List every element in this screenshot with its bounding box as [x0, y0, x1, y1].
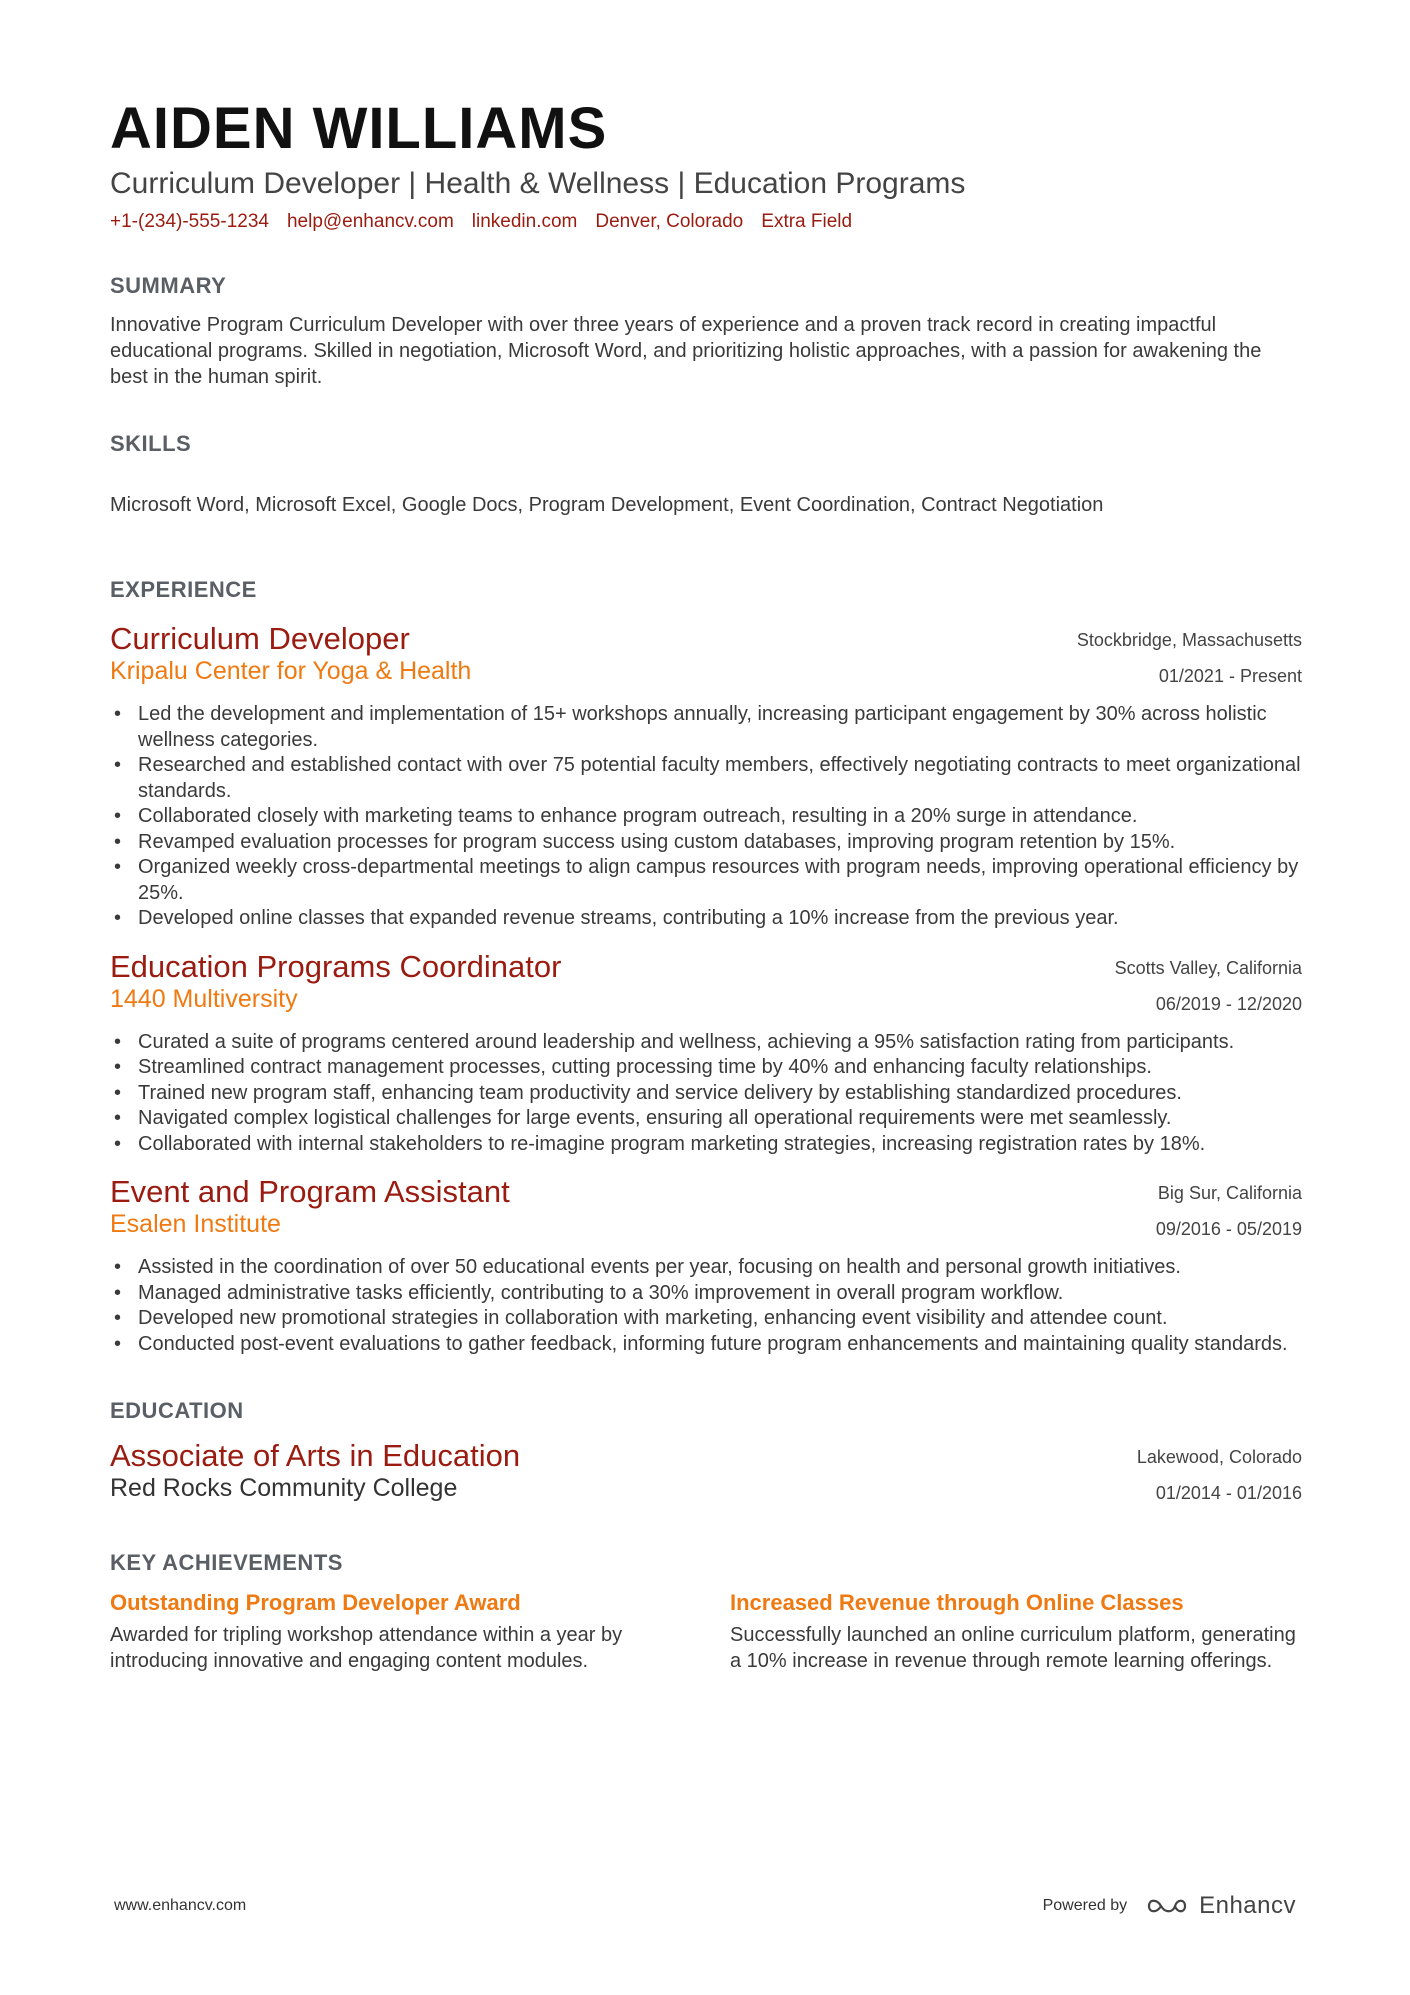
job-location: Scotts Valley, California [1114, 957, 1302, 978]
job-company: 1440 Multiversity [110, 984, 298, 1013]
job-company: Esalen Institute [110, 1210, 281, 1238]
enhancv-logo-icon [1145, 1894, 1189, 1918]
achievements-grid [110, 1589, 1302, 1674]
powered-by-label: Powered by [1042, 1897, 1128, 1914]
job-entry [110, 1175, 1302, 1357]
job-dates: 06/2019 - 12/2020 [1155, 993, 1302, 1014]
bullet-item: • Led the development and implementation of 15+ workshops annually, increasing participant engagement by 30% across holistic wellness categories. [110, 702, 1302, 753]
section-title-experience: EXPERIENCE [110, 577, 257, 602]
contact-linkedin[interactable]: linkedin.com [471, 211, 578, 232]
section-title-achievements: KEY ACHIEVEMENTS [110, 1550, 343, 1575]
footer-website[interactable]: www.enhancv.com [114, 1897, 247, 1914]
job-role-block [110, 622, 471, 686]
bullet-item: • Assisted in the coordination of over 50 educational events per year, focusing on health and personal growth initiatives. [110, 1255, 1302, 1281]
bullet-item: • Collaborated closely with marketing teams to enhance program outreach, resulting in a 20% surge in attendance. [110, 804, 1302, 830]
job-bullets [110, 1030, 1302, 1158]
job-role-block [110, 950, 561, 1014]
bullet-item: • Developed new promotional strategies in collaboration with marketing, enhancing event visibility and attendee count. [110, 1306, 1302, 1332]
job-bullets [110, 702, 1302, 932]
section-title-skills: SKILLS [110, 431, 192, 456]
education-header [110, 1439, 1302, 1511]
bullet-item: • Managed administrative tasks efficiently, contributing to a 30% improvement in overall program workflow. [110, 1281, 1302, 1307]
education-location: Lakewood, Colorado [1136, 1447, 1302, 1467]
education-meta [1137, 1439, 1302, 1511]
job-bullets [110, 1255, 1302, 1357]
education-degree: Associate of Arts in Education [110, 1438, 521, 1473]
job-title: Curriculum Developer [110, 621, 410, 656]
bullet-item: • Curated a suite of programs centered around leadership and wellness, achieving a 95% satisfaction rating from participants. [110, 1030, 1302, 1056]
achievement-desc: Awarded for tripling workshop attendance within a year by introducing innovative and engaging content modules. [110, 1624, 623, 1672]
education-section [110, 1397, 1302, 1511]
skills-text: Microsoft Word, Microsoft Excel, Google Docs, Program Development, Event Coordination, Contract Negotiation [110, 494, 1104, 516]
summary-text: Innovative Program Curriculum Developer with over three years of experience and a proven track record in creating impactful educational programs. Skilled in negotiation, Microsoft Word, and prioritizing holistic approaches, with a passion for awakening the best in the human spirit. [110, 314, 1262, 388]
section-title-summary: SUMMARY [110, 273, 227, 298]
job-header [110, 1175, 1302, 1247]
achievement-title: Increased Revenue through Online Classes [730, 1590, 1184, 1615]
contact-extra: Extra Field [761, 211, 853, 232]
job-meta [1077, 622, 1302, 694]
job-meta [1115, 950, 1302, 1022]
job-dates: 09/2016 - 05/2019 [1155, 1219, 1302, 1239]
job-meta [1156, 1175, 1302, 1247]
job-entry [110, 622, 1302, 932]
skills-section [110, 430, 1302, 518]
bullet-item: • Trained new program staff, enhancing team productivity and service delivery by establishing standardized procedures. [110, 1081, 1302, 1107]
contact-location: Denver, Colorado [595, 211, 744, 232]
powered-by [1043, 1892, 1296, 1920]
brand-name: Enhancv [1199, 1892, 1296, 1919]
job-header [110, 622, 1302, 694]
achievements-section [110, 1549, 1302, 1674]
summary-section [110, 272, 1302, 390]
page-footer [114, 1892, 1296, 1920]
job-role-block [110, 1175, 510, 1239]
job-title: Education Programs Coordinator [110, 948, 562, 984]
contact-phone[interactable]: +1-(234)-555-1234 [110, 211, 269, 232]
experience-section [110, 576, 1302, 1357]
resume-page [110, 96, 1302, 1674]
bullet-item: • Organized weekly cross-departmental meetings to align campus resources with program needs, improving operational efficiency by 25%. [110, 855, 1302, 906]
job-company: Kripalu Center for Yoga & Health [110, 657, 472, 685]
brand-logo[interactable] [1145, 1892, 1296, 1920]
job-dates: 01/2021 - Present [1158, 666, 1302, 686]
bullet-item: • Conducted post-event evaluations to gather feedback, informing future program enhancements and maintaining quality standards. [110, 1332, 1302, 1358]
achievement-item [730, 1589, 1302, 1674]
education-entry [110, 1439, 1302, 1511]
bullet-item: • Revamped evaluation processes for program success using custom databases, improving program retention by 15%. [110, 830, 1302, 856]
education-degree-block [110, 1439, 520, 1503]
bullet-item: • Developed online classes that expanded revenue streams, contributing a 10% increase from the previous year. [110, 906, 1302, 932]
bullet-item: • Researched and established contact with over 75 potential faculty members, effectively negotiating contracts to meet organizational standards. [110, 753, 1302, 804]
job-title: Event and Program Assistant [110, 1174, 510, 1209]
job-location: Big Sur, California [1157, 1183, 1302, 1203]
candidate-name: AIDEN WILLIAMS [110, 96, 608, 161]
job-location: Stockbridge, Massachusetts [1076, 630, 1302, 650]
bullet-item: • Collaborated with internal stakeholders to re-imagine program marketing strategies, increasing registration rates by 18%. [110, 1132, 1302, 1158]
achievement-item [110, 1589, 682, 1674]
achievement-title: Outstanding Program Developer Award [110, 1590, 521, 1615]
bullet-item: • Streamlined contract management processes, cutting processing time by 40% and enhancing faculty relationships. [110, 1055, 1302, 1081]
job-entry [110, 950, 1302, 1158]
contact-bar [110, 210, 1302, 234]
job-header [110, 950, 1302, 1022]
education-dates: 01/2014 - 01/2016 [1155, 1483, 1302, 1503]
contact-email[interactable]: help@enhancv.com [286, 211, 454, 232]
headline: Curriculum Developer | Health & Wellness | Education Programs [110, 167, 966, 200]
section-title-education: EDUCATION [110, 1398, 244, 1423]
education-school: Red Rocks Community College [110, 1474, 458, 1502]
achievement-desc: Successfully launched an online curriculum platform, generating a 10% increase in revenue through remote learning offerings. [730, 1624, 1296, 1672]
bullet-item: • Navigated complex logistical challenges for large events, ensuring all operational requirements were met seamlessly. [110, 1106, 1302, 1132]
